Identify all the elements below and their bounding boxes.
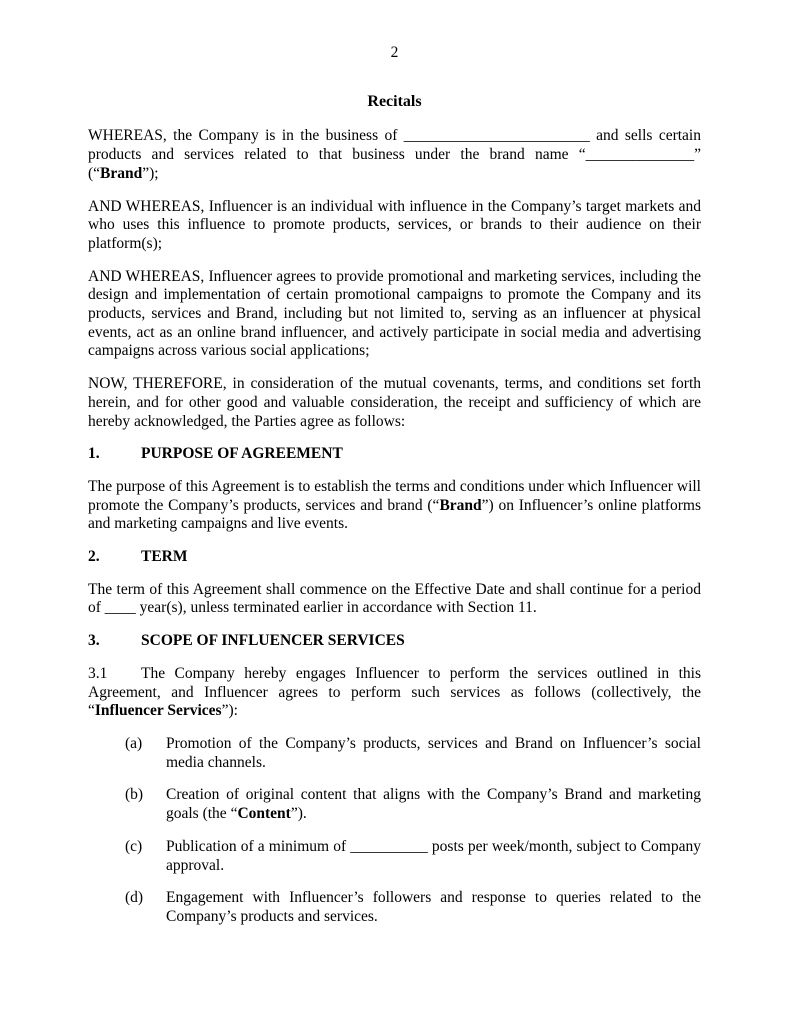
recital-whereas-1 [88,127,701,183]
text-run: ” (“ [88,146,701,182]
page-number: 2 [390,44,399,61]
text-run: ”) on Influencer’s online platforms and marketing campaigns and live events. [88,496,701,533]
list-item-a [125,735,701,772]
section-number: 3. [88,632,100,650]
clause-3-1-paragraph [88,665,701,721]
bold-run: Brand [439,496,482,514]
list-item-text [166,735,701,772]
section-2-paragraph [88,581,701,618]
blank-field: __________ [350,837,428,855]
section-1-paragraph [88,478,701,534]
text-run: The Company hereby engages Influencer to perform the services outlined in this Agreement, and Influencer agrees to perform such services as follows (collectively, the “ [88,664,701,720]
text-run: The purpose of this Agreement is to establish the terms and conditions under which Influencer will promote the Company’s products, services and brand (“ [88,477,701,514]
section-title: TERM [141,548,188,566]
section-number: 2. [88,548,100,566]
blank-field: ____ [104,599,136,617]
bold-run: Brand [100,164,143,182]
document-title: Recitals [367,92,422,110]
text-run: year(s), unless terminated earlier in accordance with Section 11. [135,599,537,617]
text-run: The term of this Agreement shall commence on the Effective Date and shall continue for a period of [88,580,701,617]
text-run: Publication of a minimum of [166,837,351,855]
text-run: ”): [221,702,238,720]
blank-field: ______________ [585,146,695,164]
text-run: posts per week/month, subject to Company approval. [166,837,701,874]
list-item-label: (a) [125,734,143,752]
bold-run: Content [237,805,291,823]
text-run: AND WHEREAS, Influencer agrees to provide promotional and marketing services, including the design and implementation of certain promotional campaigns to promote the Company and its products, services and Brand, including but not limited to, serving as an influencer at physical events, act as an online brand influencer, and actively participate in social media and advertising campaigns across various social applications; [88,267,701,360]
section-1-heading [88,445,701,464]
text-run: ”); [142,164,159,182]
recital-whereas-2 [88,198,701,254]
text-run: NOW, THEREFORE, in consideration of the mutual covenants, terms, and conditions set forth herein, and for other good and valuable consideration, the receipt and sufficiency of which are hereby acknowledged, the Parties agree as follows: [88,375,701,430]
section-3-heading [88,632,701,651]
list-item-text [166,786,701,823]
section-title: SCOPE OF INFLUENCER SERVICES [141,632,405,650]
blank-field: ________________________ [403,127,590,145]
text-run: WHEREAS, the Company is in the business of [88,127,404,145]
list-item-text [166,838,701,875]
list-item-d [125,889,701,926]
list-item-c [125,838,701,875]
section-number: 1. [88,445,100,463]
recital-now-therefore [88,375,701,431]
list-item-label: (b) [125,786,144,804]
list-item-label: (d) [125,889,144,907]
list-item-label: (c) [125,837,143,855]
text-run: Promotion of the Company’s products, services and Brand on Influencer’s social media channels. [166,734,701,771]
list-item-b [125,786,701,823]
section-title: PURPOSE OF AGREEMENT [141,445,343,463]
recital-whereas-3 [88,268,701,362]
text-run: ”). [290,805,307,823]
clause-number: 3.1 [88,664,108,682]
text-run: Engagement with Influencer’s followers and response to queries related to the Company’s products and services. [166,889,701,925]
text-run: Creation of original content that aligns with the Company’s Brand and marketing goals (the “ [166,786,701,823]
text-run: AND WHEREAS, Influencer is an individual with influence in the Company’s target markets and who uses this influence to promote products, services, or brands to their audience on their platform(s); [88,197,701,252]
section-2-heading [88,548,701,567]
text-run: and sells certain products and services related to that business under the brand name “ [88,127,701,164]
list-item-text [166,889,701,926]
bold-run: Influencer Services [94,702,222,720]
